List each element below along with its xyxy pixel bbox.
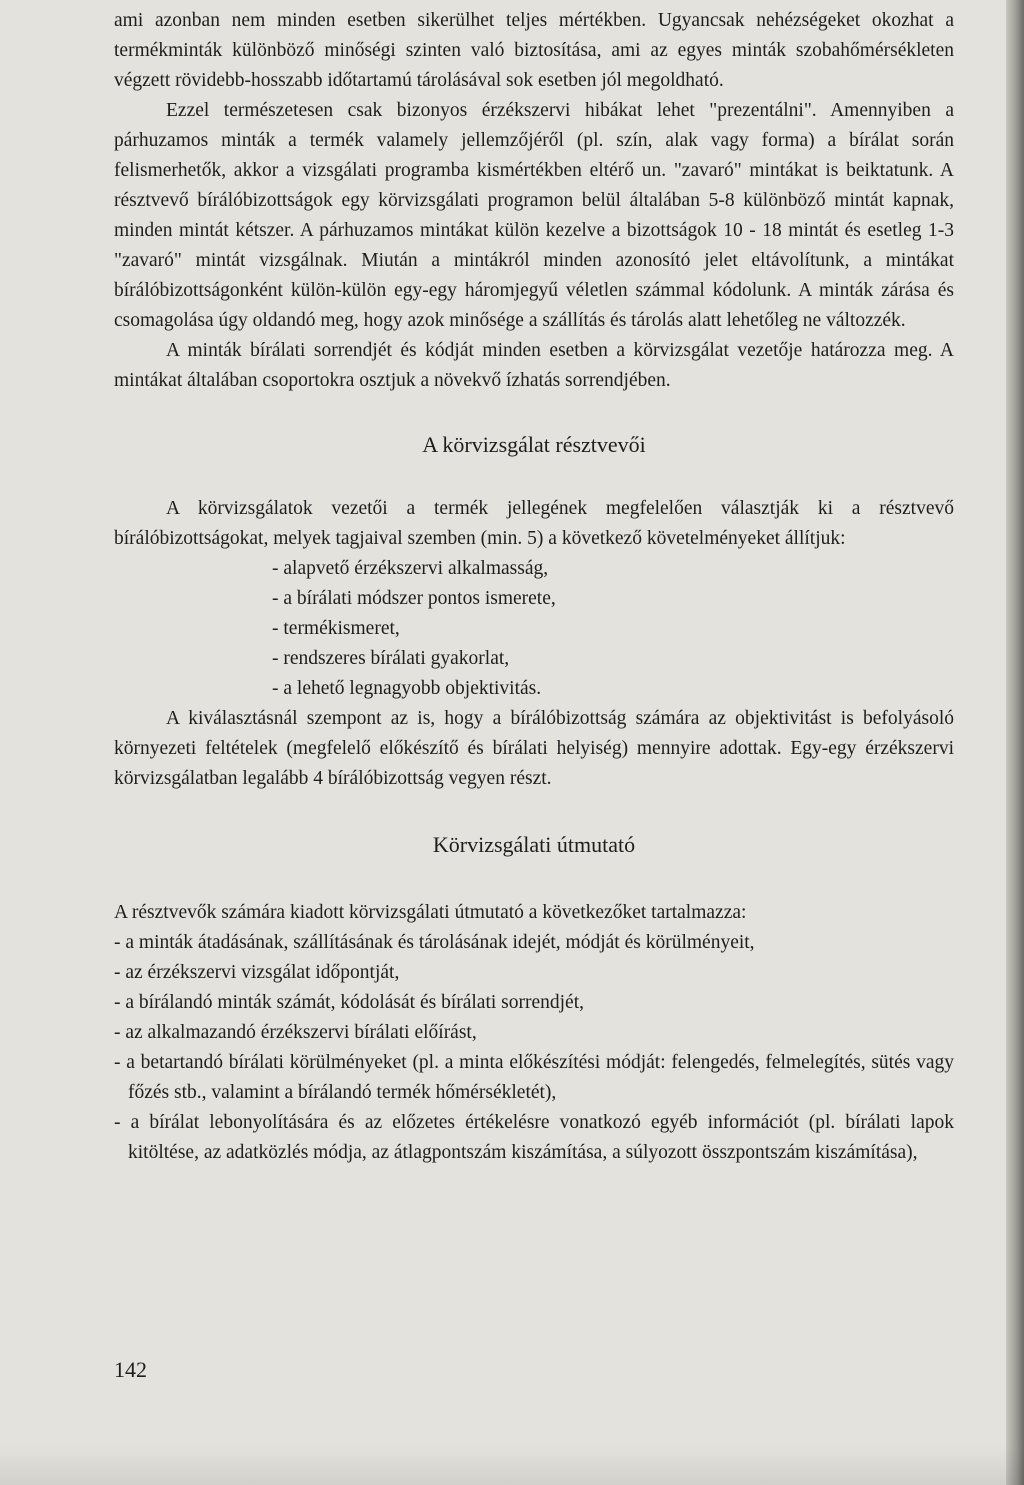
page-bottom-shadow xyxy=(0,1445,1024,1485)
paragraph-intro: ami azonban nem minden esetben sikerülhet teljes mértékben. Ugyancsak nehézségeket okozhat a termékminták különböző minőségi szinten való biztosítása, ami az egyes minták szobahőmérsékleten végzett rövidebb-hosszabb időtartamú tárolásával sok esetben jól megoldható. xyxy=(114,10,954,91)
requirements-list xyxy=(114,554,954,704)
list-item: - a bírálat lebonyolítására és az előzetes értékelésre vonatkozó egyéb információt (pl. bírálati lapok kitöltése, az adatközlés módja, az átlagpontszám kiszámítása, a súlyozott összpontszám kiszámítása), xyxy=(114,1112,954,1163)
section-heading-guide: Körvizsgálati útmutató xyxy=(432,832,636,857)
paragraph-selection: A kiválasztásnál szempont az is, hogy a bírálóbizottság számára az objektivitást is befolyásoló környezeti feltételek (megfelelő előkészítő és bírálati helyiség) mennyire adottak. Egy-egy érzékszervi körvizsgálatban legalább 4 bírálóbizottság vegyen részt. xyxy=(114,708,954,789)
list-item: - a minták átadásának, szállításának és tárolásának idejét, módját és körülményeit, xyxy=(114,932,755,953)
page-number: 142 xyxy=(114,1357,147,1382)
page-content xyxy=(114,6,954,1168)
paragraph-samples: Ezzel természetesen csak bizonyos érzékszervi hibákat lehet "prezentálni". Amennyiben a párhuzamos minták a termék valamely jellemzőjéről (pl. szín, alak vagy forma) a bírálat során felismerhetők, akkor a vizsgálati programba kismértékben eltérő un. "zavaró" mintákat is beiktatunk. A résztvevő bírálóbizottságok egy körvizsgálati programon belül általában 5-8 különböző mintát kapnak, minden mintát kétszer. A párhuzamos mintákat külön kezelve a bizottságok 10 - 18 mintát és esetleg 1-3 "zavaró" mintát vizsgálnak. Miután a mintákról minden azonosító jelet eltávolítunk, a mintákat bírálóbizottságonként külön-külön egy-egy háromjegyű véletlen számmal kódolunk. A minták zárása és csomagolása úgy oldandó meg, hogy azok minősége a szállítás és tárolás alatt lehetőleg ne változzék. xyxy=(114,100,954,331)
guide-items-list xyxy=(114,928,954,1168)
paragraph-guide-intro: A résztvevők számára kiadott körvizsgálati útmutató a következőket tartalmazza: xyxy=(114,902,747,923)
section-heading-participants: A körvizsgálat résztvevői xyxy=(422,432,646,457)
list-item: - a bírálati módszer pontos ismerete, xyxy=(272,588,556,609)
list-item: - rendszeres bírálati gyakorlat, xyxy=(272,648,510,669)
page-edge-shadow xyxy=(1006,0,1024,1485)
list-item: - az alkalmazandó érzékszervi bírálati előírást, xyxy=(114,1022,477,1043)
list-item: - a betartandó bírálati körülményeket (pl. a minta előkészítési módját: felengedés, felmelegítés, sütés vagy főzés stb., valamint a bírálandó termék hőmérsékletét), xyxy=(114,1052,954,1103)
list-item: - az érzékszervi vizsgálat időpontját, xyxy=(114,962,400,983)
paragraph-participants-intro: A körvizsgálatok vezetői a termék jellegének megfelelően választják ki a résztvevő bírálóbizottságokat, melyek tagjaival szemben (min. 5) a következő követelményeket állítjuk: xyxy=(114,498,954,549)
paragraph-order: A minták bírálati sorrendjét és kódját minden esetben a körvizsgálat vezetője határozza meg. A mintákat általában csoportokra osztjuk a növekvő ízhatás sorrendjében. xyxy=(114,340,954,391)
list-item: - termékismeret, xyxy=(272,618,400,639)
list-item: - alapvető érzékszervi alkalmasság, xyxy=(272,558,549,579)
list-item: - a lehető legnagyobb objektivitás. xyxy=(272,678,542,699)
list-item: - a bírálandó minták számát, kódolását és bírálati sorrendjét, xyxy=(114,992,585,1013)
